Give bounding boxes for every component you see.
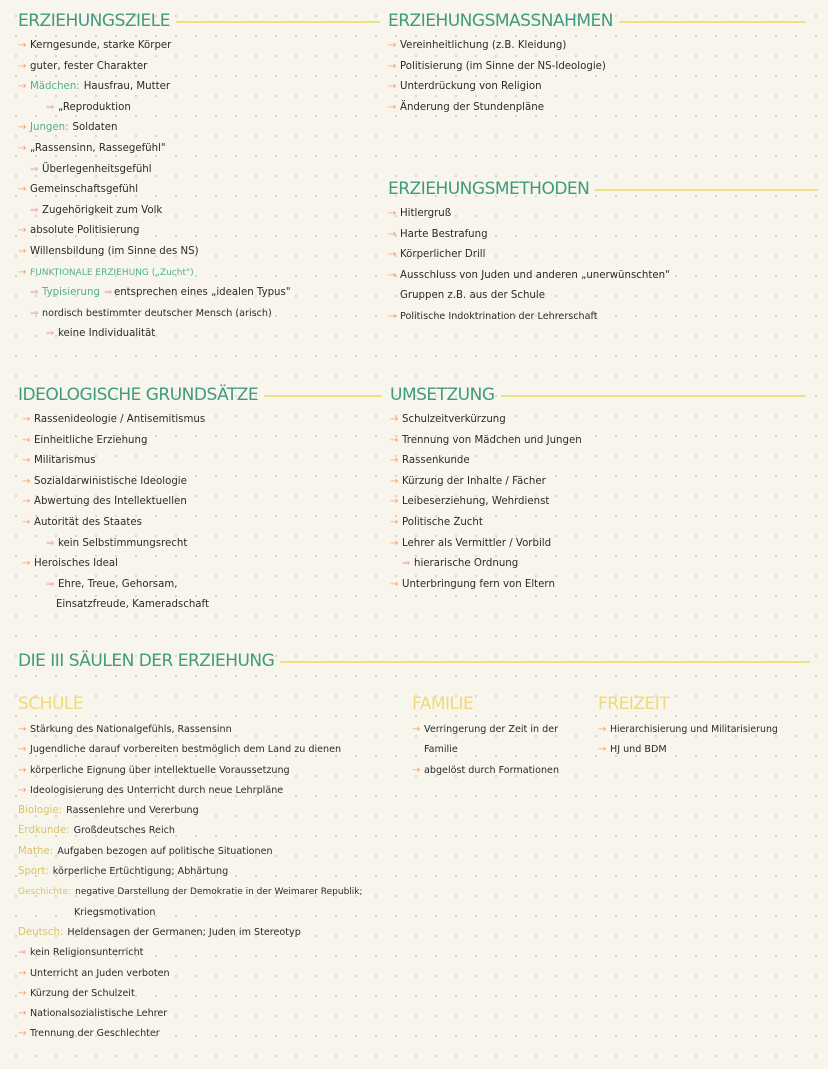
section-erziehungsmassnahmen	[388, 10, 806, 118]
list-item: → HJ und BDM	[598, 740, 820, 760]
list-item: → Jugendliche darauf vorbereiten bestmöglich dem Land zu dienen	[18, 740, 418, 760]
arrow-icon: →	[18, 122, 27, 134]
list-item: → Harte Bestrafung	[388, 225, 818, 246]
list-item: → Hitlergruß	[388, 204, 818, 225]
arrow-icon: →	[22, 496, 31, 508]
list-item: → Rassenideologie / Antisemitismus	[18, 410, 382, 431]
list-item: ⇒ hierarische Ordnung	[390, 554, 806, 575]
erziehungsmethoden-list	[388, 204, 818, 328]
arrow-icon: →	[598, 724, 607, 735]
arrow-icon: →	[388, 101, 397, 113]
arrow-icon: →	[18, 987, 27, 999]
arrow-icon: →	[388, 310, 397, 322]
arrow-icon: →	[18, 81, 27, 93]
list-item: → Hierarchisierung und Militarisierung	[598, 720, 820, 740]
arrow-icon: →	[388, 269, 397, 281]
ideologische-grundsaetze-list	[18, 410, 382, 616]
list-item: Biologie: Rassenlehre und Vererbung	[18, 805, 199, 817]
arrow-icon: →	[18, 225, 27, 237]
double-arrow-icon: ⇒	[46, 537, 55, 549]
list-item: → Politisierung (im Sinne der NS-Ideologie)	[388, 57, 806, 78]
list-item: ⇒ Typisierung ⇒ entsprechen eines „idealen Typus"	[18, 283, 380, 304]
freizeit-list	[598, 720, 820, 761]
arrow-icon: →	[390, 434, 399, 446]
section-erziehungsmethoden	[388, 178, 818, 328]
list-item: → Ideologisierung des Unterricht durch neue Lehrpläne	[18, 781, 418, 801]
list-item: → Leibeserziehung, Wehrdienst	[390, 492, 806, 513]
column-schule	[18, 694, 418, 1045]
double-arrow-icon: ⇒	[30, 307, 39, 319]
list-item: Gruppen z.B. aus der Schule	[400, 290, 545, 302]
list-item: ⇒ Ehre, Treue, Gehorsam,	[18, 575, 382, 596]
arrow-icon: →	[18, 724, 27, 735]
arrow-icon: →	[18, 744, 27, 756]
section-title: ERZIEHUNGSMASSNAHMEN	[388, 10, 806, 32]
list-item: → Autorität des Staates	[18, 513, 382, 534]
section-title: IDEOLOGISCHE GRUNDSÄTZE	[18, 384, 382, 406]
list-item: ⇒ nordisch bestimmter deutscher Mensch (arisch)	[18, 304, 380, 325]
section-title: ERZIEHUNGSMETHODEN	[388, 178, 818, 200]
list-item: → Heroisches Ideal	[18, 554, 382, 575]
list-item: → Unterbringung fern von Eltern	[390, 575, 806, 596]
list-item: → Politische Zucht	[390, 513, 806, 534]
arrow-icon: →	[390, 496, 399, 508]
arrow-icon: →	[22, 414, 31, 425]
list-item: → „Rassensinn, Rassegefühl"	[18, 139, 380, 160]
erziehungsziele-list	[18, 36, 380, 345]
list-item: → FUNKTIONALE ERZIEHUNG („Zucht")	[18, 263, 380, 284]
list-item: → Trennung von Mädchen und Jungen	[390, 431, 806, 452]
list-item: → guter, fester Charakter	[18, 57, 380, 78]
list-item: → Stärkung des Nationalgefühls, Rassensinn	[18, 720, 418, 740]
list-item: → Änderung der Stundenpläne	[388, 98, 806, 119]
list-item: → Körperlicher Drill	[388, 245, 818, 266]
arrow-icon: →	[598, 744, 607, 756]
arrow-icon: →	[18, 60, 27, 72]
arrow-icon: →	[18, 1008, 27, 1020]
list-item: ⇒ „Reproduktion	[18, 98, 380, 119]
list-item: ⇒ Überlegenheitsgefühl	[18, 160, 380, 181]
column-title: FREIZEIT	[598, 694, 670, 714]
list-item: ⇒ kein Selbstimmungsrecht	[18, 534, 382, 555]
section-ideologische-grundsaetze	[18, 384, 382, 616]
section-saeulen	[18, 650, 810, 672]
arrow-icon: →	[22, 434, 31, 446]
list-item: → Willensbildung (im Sinne des NS)	[18, 242, 380, 263]
list-item: Sport: körperliche Ertüchtigung; Abhärtung	[18, 866, 229, 878]
list-item: → Sozialdarwinistische Ideologie	[18, 472, 382, 493]
list-item: Einsatzfreude, Kameradschaft	[56, 599, 209, 611]
arrow-icon: →	[18, 1028, 27, 1040]
list-item: → Schulzeitverkürzung	[390, 410, 806, 431]
list-item: → Kürzung der Schulzeit	[18, 984, 418, 1004]
list-item: → Unterdrückung von Religion	[388, 77, 806, 98]
section-title: UMSETZUNG	[390, 384, 806, 406]
list-item: → Unterricht an Juden verboten	[18, 964, 418, 984]
arrow-icon: →	[388, 81, 397, 93]
list-item: → Mädchen: Hausfrau, Mutter	[18, 77, 380, 98]
section-title: ERZIEHUNGSZIELE	[18, 10, 380, 32]
column-title: SCHULE	[18, 694, 84, 714]
arrow-icon: →	[388, 249, 397, 261]
list-item: → Abwertung des Intellektuellen	[18, 492, 382, 513]
list-item: → absolute Politisierung	[18, 221, 380, 242]
list-item: → Gemeinschaftsgefühl	[18, 180, 380, 201]
column-freizeit	[598, 694, 820, 761]
familie-list	[412, 720, 592, 781]
arrow-icon: →	[22, 475, 31, 487]
schule-list	[18, 720, 418, 1045]
list-item: → abgelöst durch Formationen	[412, 761, 592, 781]
list-item: ⇒ keine Individualität	[18, 324, 380, 345]
erziehungsmassnahmen-list	[388, 36, 806, 118]
list-item: ⇒ kein Religionsunterricht	[18, 943, 418, 963]
list-item: Kriegsmotivation	[74, 906, 156, 918]
list-item: → Vereinheitlichung (z.B. Kleidung)	[388, 36, 806, 57]
arrow-icon: →	[388, 40, 397, 51]
column-familie	[412, 694, 592, 781]
arrow-icon: →	[22, 516, 31, 528]
arrow-icon: →	[18, 764, 27, 776]
list-item: → Kürzung der Inhalte / Fächer	[390, 472, 806, 493]
double-arrow-icon: ⇒	[402, 558, 411, 570]
list-item: Deutsch: Heldensagen der Germanen; Juden im Stereotyp	[18, 926, 301, 938]
list-item: Erdkunde: Großdeutsches Reich	[18, 825, 175, 837]
double-arrow-icon: ⇒	[46, 328, 55, 340]
double-arrow-icon: ⇒	[30, 204, 39, 216]
arrow-icon: →	[18, 967, 27, 979]
list-item: ⇒ Zugehörigkeit zum Volk	[18, 201, 380, 222]
list-item: → Militarismus	[18, 451, 382, 472]
arrow-icon: →	[390, 516, 399, 528]
list-item: Mathe: Aufgaben bezogen auf politische Situationen	[18, 845, 273, 857]
section-title: DIE III SÄULEN DER ERZIEHUNG	[18, 650, 810, 672]
arrow-icon: →	[390, 455, 399, 467]
list-item: → Trennung der Geschlechter	[18, 1024, 418, 1044]
arrow-icon: →	[390, 475, 399, 487]
arrow-icon: →	[388, 60, 397, 72]
double-arrow-icon: ⇒	[46, 101, 55, 113]
list-item: Familie	[424, 744, 458, 756]
double-arrow-icon: ⇒	[46, 578, 55, 590]
umsetzung-list	[390, 410, 806, 595]
double-arrow-icon: ⇒	[30, 163, 39, 175]
arrow-icon: →	[412, 724, 421, 735]
list-item: → Nationalsozialistische Lehrer	[18, 1004, 418, 1024]
list-item: → Politische Indoktrination der Lehrerschaft	[388, 307, 818, 328]
arrow-icon: →	[18, 184, 27, 196]
list-item: → Ausschluss von Juden und anderen „unerwünschten"	[388, 266, 818, 287]
arrow-icon: →	[22, 558, 31, 570]
arrow-icon: →	[18, 266, 27, 278]
arrow-icon: →	[390, 537, 399, 549]
list-item: → Einheitliche Erziehung	[18, 431, 382, 452]
arrow-icon: →	[18, 40, 27, 51]
list-item: → Kerngesunde, starke Körper	[18, 36, 380, 57]
section-umsetzung	[390, 384, 806, 595]
list-item: → körperliche Eignung über intellektuelle Voraussetzung	[18, 761, 418, 781]
list-item: → Lehrer als Vermittler / Vorbild	[390, 534, 806, 555]
arrow-icon: →	[390, 578, 399, 590]
arrow-icon: →	[388, 208, 397, 219]
arrow-icon: →	[390, 414, 399, 425]
double-arrow-icon: ⇒	[18, 947, 27, 959]
arrow-icon: →	[22, 455, 31, 467]
arrow-icon: →	[412, 764, 421, 776]
list-item: → Rassenkunde	[390, 451, 806, 472]
arrow-icon: →	[388, 228, 397, 240]
list-item: → Jungen: Soldaten	[18, 118, 380, 139]
list-item: → Verringerung der Zeit in der	[412, 720, 592, 740]
arrow-icon: →	[18, 784, 27, 796]
arrow-icon: →	[18, 245, 27, 257]
double-arrow-icon: ⇒	[103, 287, 113, 299]
arrow-icon: →	[18, 142, 27, 154]
list-item: Geschichte: negative Darstellung der Demokratie in der Weimarer Republik;	[18, 887, 363, 898]
column-title: FAMILIE	[412, 694, 474, 714]
section-erziehungsziele	[18, 10, 380, 345]
double-arrow-icon: ⇒	[30, 287, 39, 299]
